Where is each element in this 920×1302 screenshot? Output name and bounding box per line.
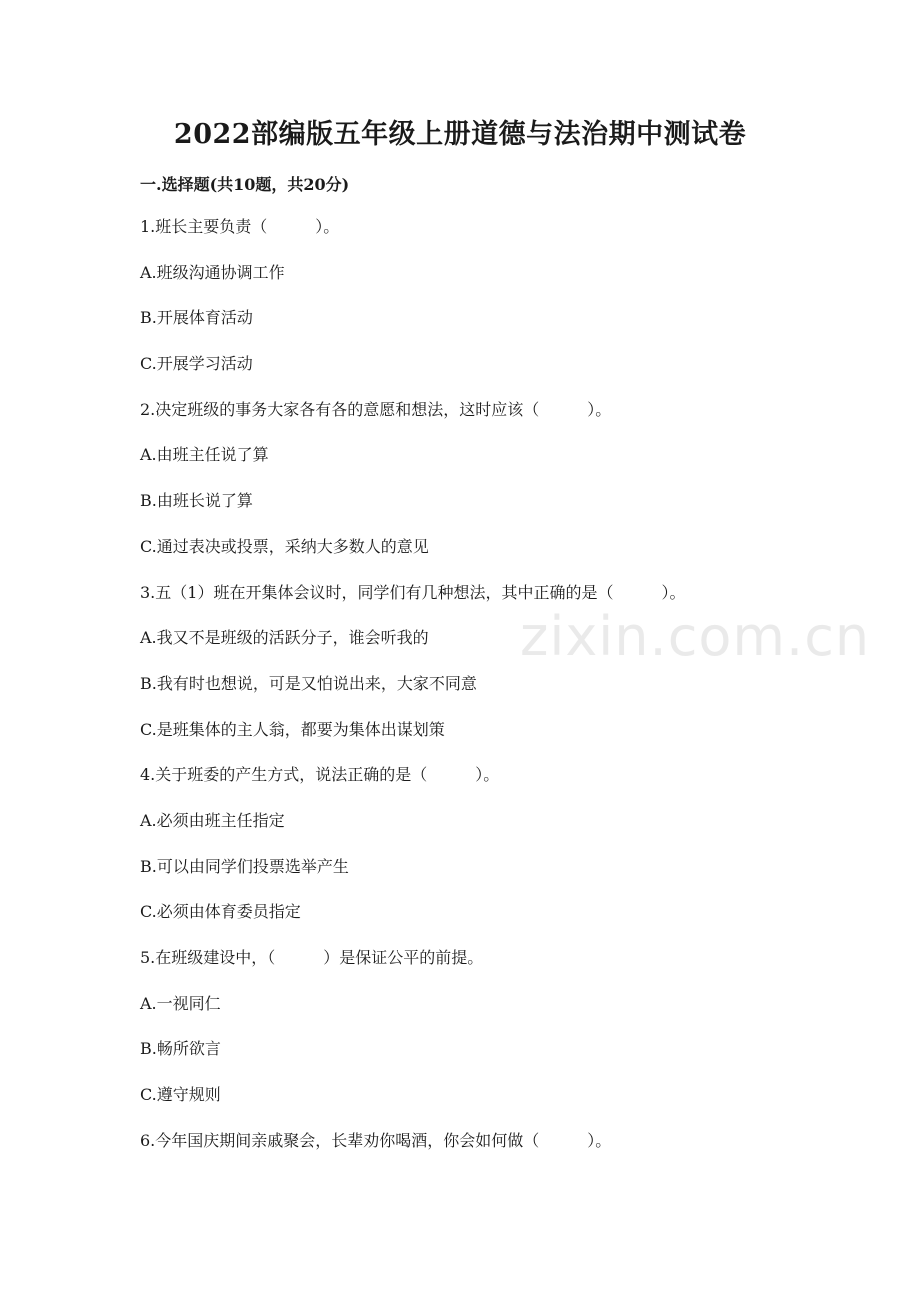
- section-heading: 一.选择题(共10题，共20分): [140, 175, 350, 194]
- question-4-option-a: A.必须由班主任指定: [140, 810, 285, 830]
- watermark: zixin.com.cn: [520, 605, 871, 668]
- question-5-option-a: A.一视同仁: [140, 993, 221, 1013]
- question-5-option-c: C.遵守规则: [140, 1085, 221, 1105]
- question-4-stem: 4.关于班委的产生方式，说法正确的是（ ）。: [140, 765, 500, 785]
- question-list: [140, 216, 780, 1175]
- question-3-option-b: B.我有时也想说，可是又怕说出来，大家不同意: [140, 673, 477, 693]
- question-2-option-a: A.由班主任说了算: [140, 445, 269, 465]
- question-6-stem: 6.今年国庆期间亲戚聚会，长辈劝你喝酒，你会如何做（ ）。: [140, 1130, 612, 1150]
- question-2-option-b: B.由班长说了算: [140, 491, 253, 511]
- question-2-stem: 2.决定班级的事务大家各有各的意愿和想法，这时应该（ ）。: [140, 399, 612, 419]
- question-1-stem: 1.班长主要负责（ ）。: [140, 217, 340, 236]
- question-3-option-c: C.是班集体的主人翁，都要为集体出谋划策: [140, 719, 445, 739]
- question-1-option-b: B.开展体育活动: [140, 308, 253, 328]
- question-2-option-c: C.通过表决或投票，采纳大多数人的意见: [140, 536, 429, 556]
- question-3-stem: 3.五（1）班在开集体会议时，同学们有几种想法，其中正确的是（ ）。: [140, 582, 686, 602]
- page-title: 2022部编版五年级上册道德与法治期中测试卷: [173, 119, 747, 150]
- question-5-stem: 5.在班级建设中，（ ）是保证公平的前提。: [140, 948, 484, 967]
- question-1-option-a: A.班级沟通协调工作: [140, 262, 285, 282]
- question-4-option-b: B.可以由同学们投票选举产生: [140, 856, 349, 876]
- question-5-option-b: B.畅所欲言: [140, 1039, 221, 1059]
- question-3-option-a: A.我又不是班级的活跃分子，谁会听我的: [140, 628, 429, 648]
- question-1-option-c: C.开展学习活动: [140, 354, 253, 374]
- question-4-option-c: C.必须由体育委员指定: [140, 902, 301, 922]
